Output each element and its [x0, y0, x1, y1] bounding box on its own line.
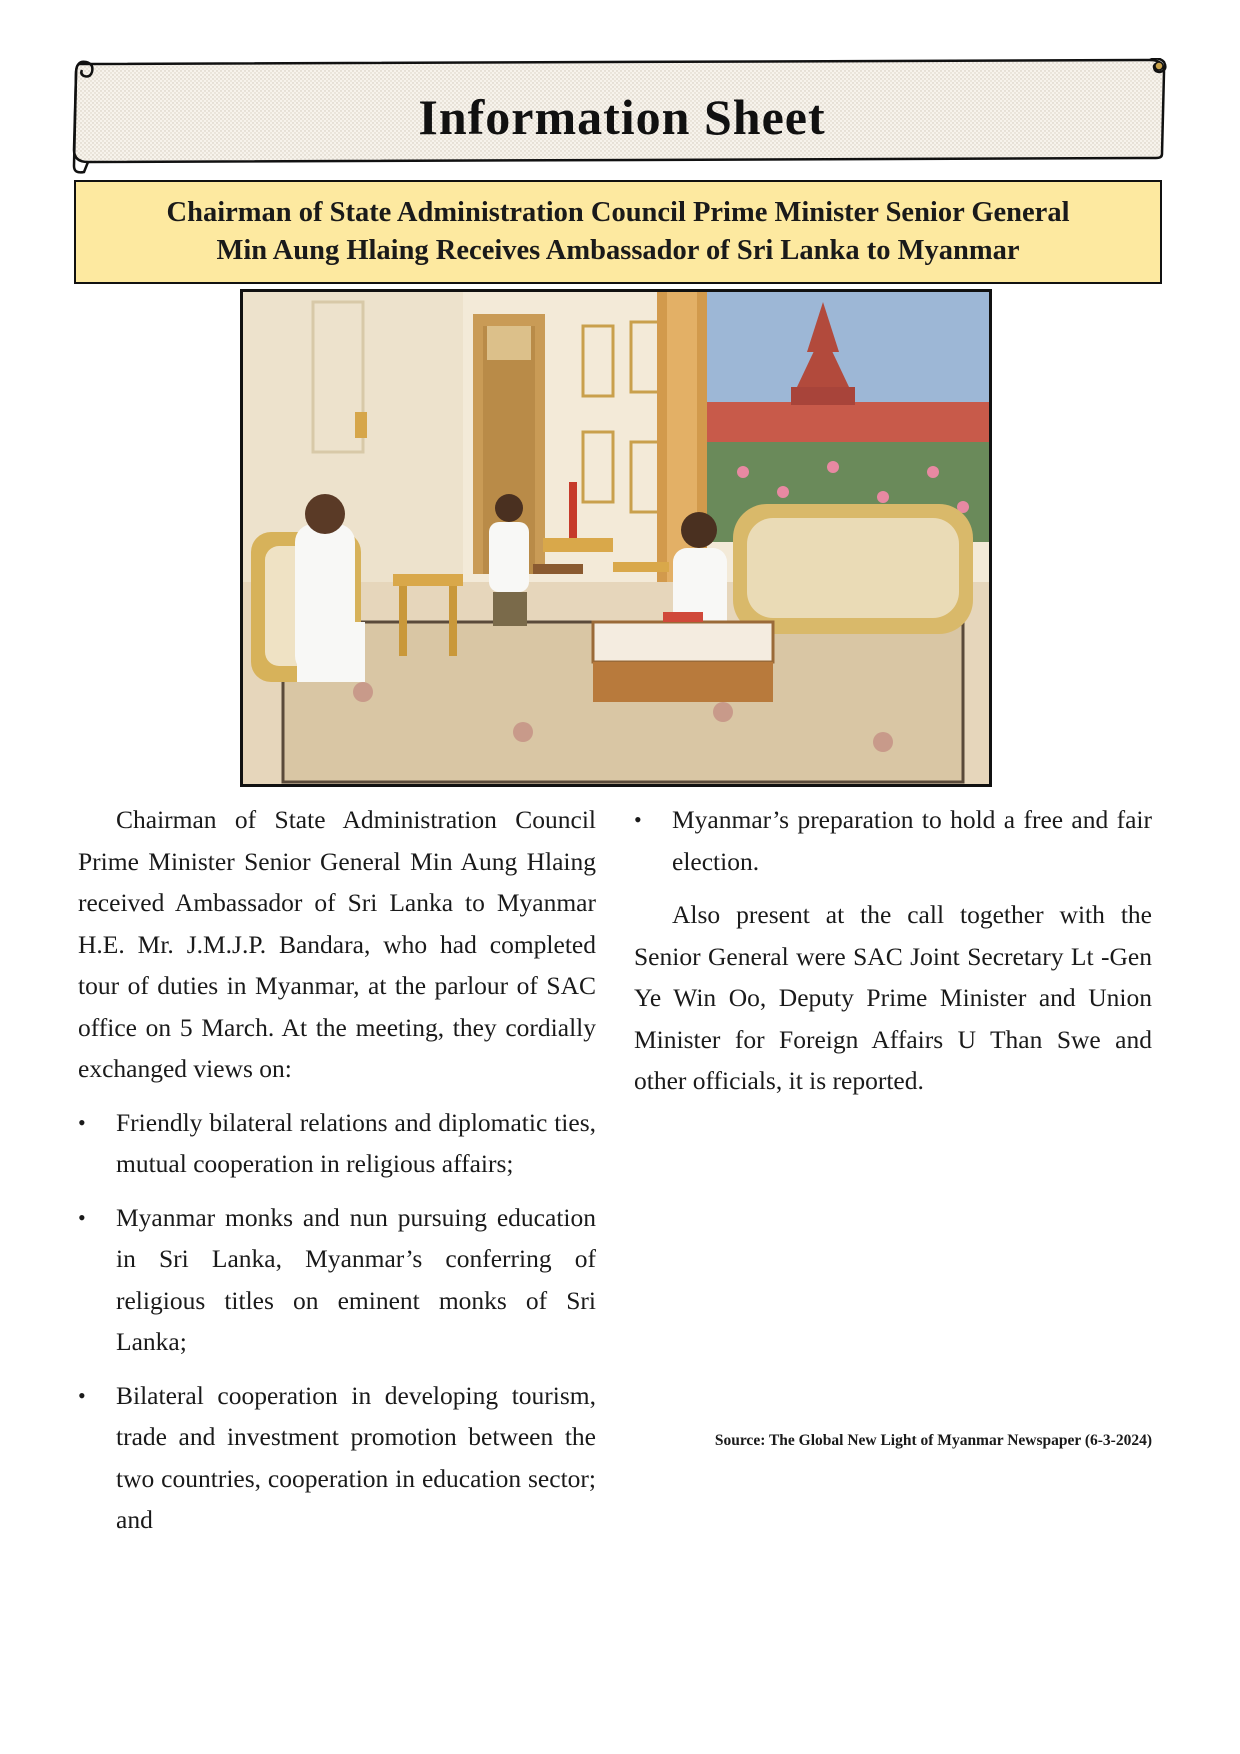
- topic-text: Myanmar monks and nun pursuing education in Sri Lanka, Myanmar’s conferring of religious titles on eminent monks of Sri Lanka;: [116, 1202, 596, 1356]
- topic-text: Friendly bilateral relations and diplomatic ties, mutual cooperation in religious affairs;: [116, 1107, 596, 1178]
- title-banner: [72, 58, 1172, 176]
- headline-line-1: Chairman of State Administration Council Prime Minister Senior General: [166, 197, 1070, 228]
- topics-list-continued: [634, 799, 1152, 882]
- article-column-right: [634, 799, 1152, 1114]
- meeting-photo: [240, 289, 992, 787]
- headline-box: [74, 180, 1162, 284]
- source-citation: Source: The Global New Light of Myanmar Newspaper (6-3-2024): [714, 1432, 1152, 1449]
- article-column-left: [78, 799, 596, 1553]
- list-item: [78, 1197, 596, 1363]
- bullet-icon: •: [634, 807, 642, 832]
- list-item: [78, 1375, 596, 1541]
- list-item: [634, 799, 1152, 882]
- page-title: Information Sheet: [418, 89, 826, 145]
- bullet-icon: •: [78, 1109, 86, 1135]
- meeting-photo-image: [243, 292, 989, 784]
- bullet-icon: •: [78, 1204, 86, 1230]
- topics-list: [78, 1102, 596, 1541]
- article-intro: Chairman of State Administration Council Prime Minister Senior General Min Aung Hlaing received Ambassador of Sri Lanka to Myanmar H.E. Mr. J.M.J.P. Bandara, who had completed tour of duties in Myanmar, at the parlour of SAC office on 5 March. At the meeting, they cordially exchanged views on:: [78, 805, 596, 1083]
- headline-line-2: Min Aung Hlaing Receives Ambassador of Sri Lanka to Myanmar: [216, 235, 1020, 266]
- topic-text: Myanmar’s preparation to hold a free and fair election.: [672, 805, 1152, 876]
- article-closing: Also present at the call together with the Senior General were SAC Joint Secretary Lt -Gen Ye Win Oo, Deputy Prime Minister and Union Minister for Foreign Affairs U Than Swe and other officials, it is reported.: [634, 900, 1152, 1095]
- topic-text: Bilateral cooperation in developing tourism, trade and investment promotion between the two countries, cooperation in education sector; and: [116, 1380, 596, 1534]
- bullet-icon: •: [78, 1382, 86, 1408]
- list-item: [78, 1102, 596, 1185]
